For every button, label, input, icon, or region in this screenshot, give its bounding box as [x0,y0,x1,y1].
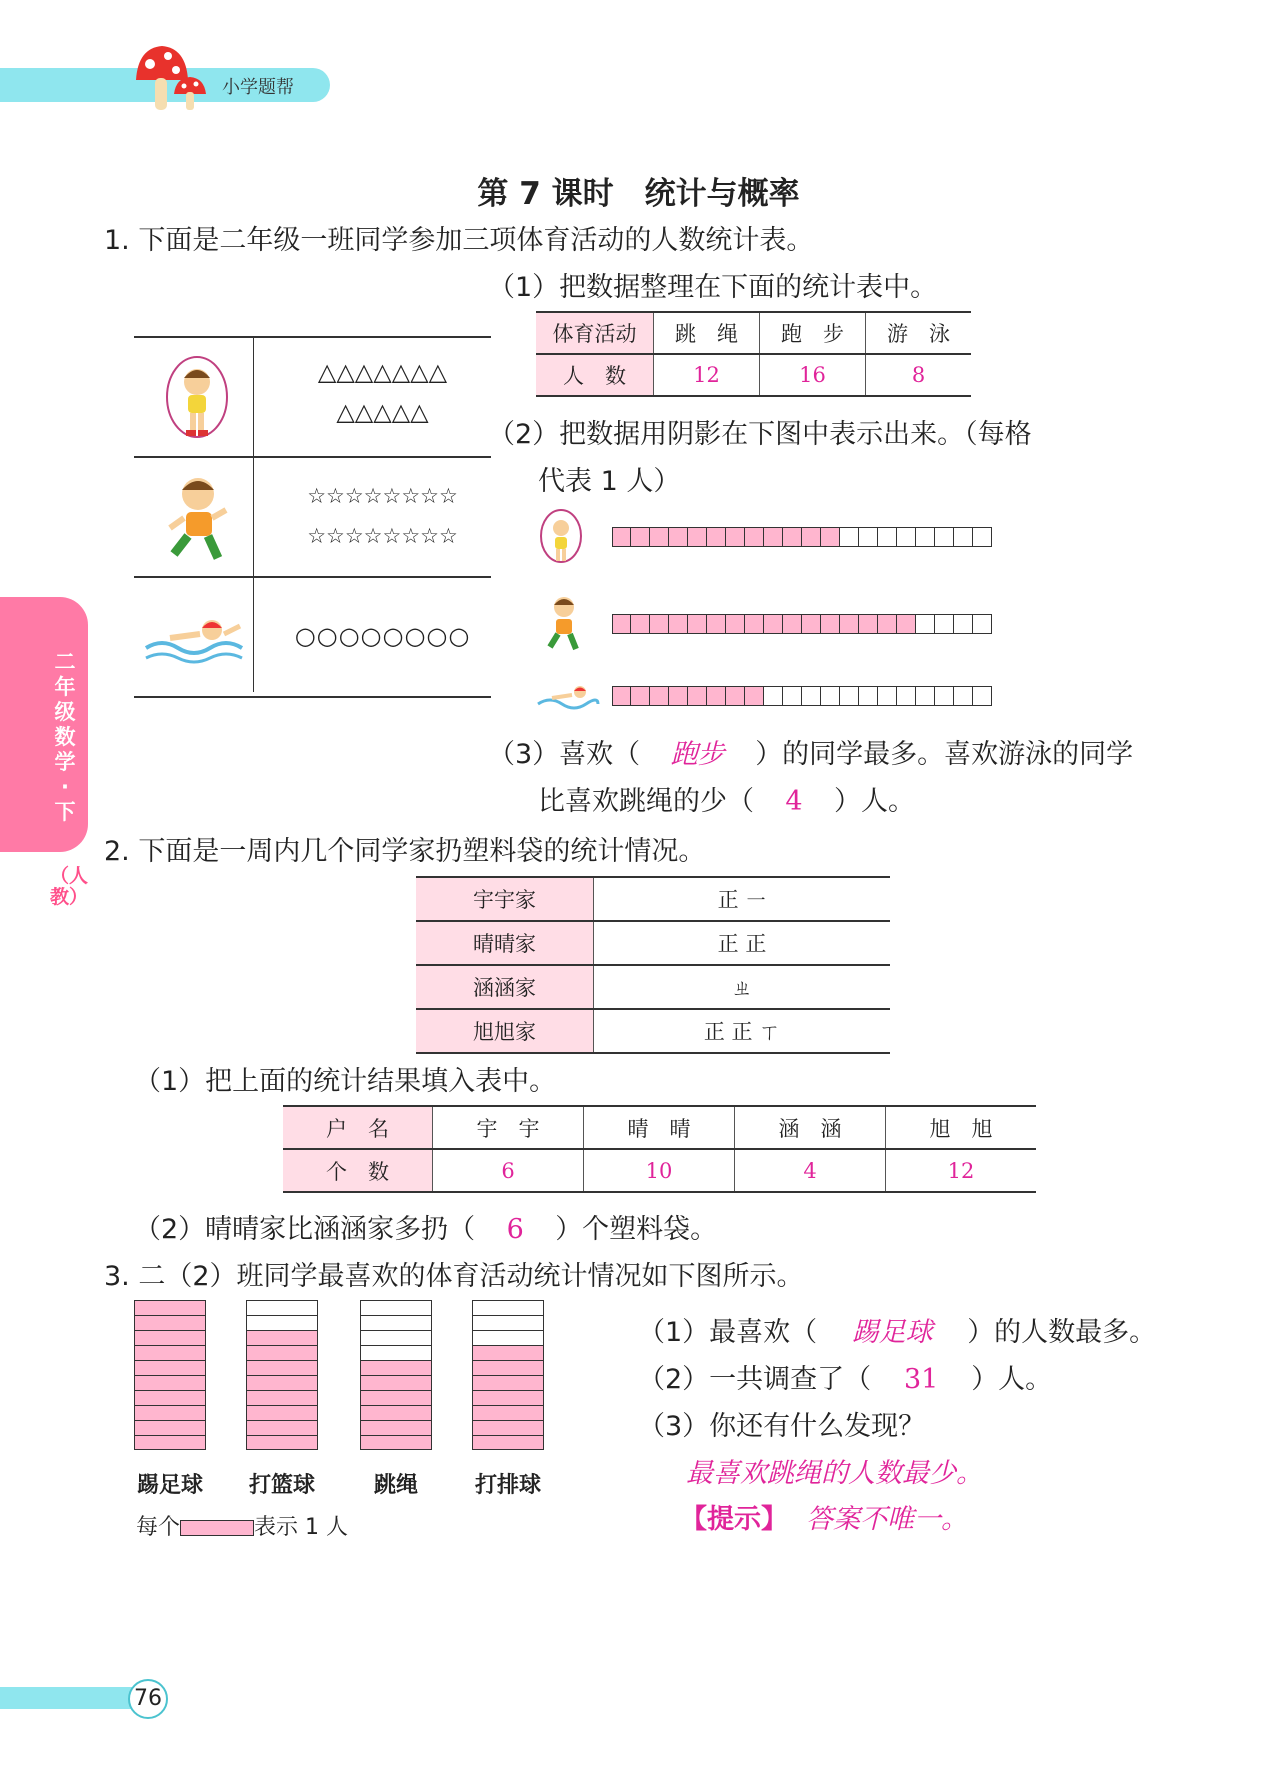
empty-cell [878,527,897,547]
bar-unit-filled [134,1315,206,1330]
shaded-cell [764,527,783,547]
shaded-cell [878,614,897,634]
q1-part3a [488,732,1133,771]
bar-category-label: 打篮球 [248,1473,315,1498]
bar-unit-empty [472,1315,544,1330]
running-grid [612,614,992,634]
q1-part3b [538,779,915,818]
bar-category-label: 打排球 [474,1473,541,1498]
shaded-cell [669,614,688,634]
empty-cell [916,527,935,547]
q3-part1-post: ）的人数最多。 [967,1317,1157,1348]
shaded-cell [859,614,878,634]
tally-mark: 正 正 [594,921,891,965]
bar-unit-filled [246,1330,318,1345]
page-title: 第 7 课时 统计与概率 [477,176,800,212]
bar-unit-filled [134,1405,206,1420]
empty-cell [973,614,992,634]
shaded-cell [650,527,669,547]
shaded-cell [650,614,669,634]
running-small-icon [544,593,584,653]
empty-cell [935,614,954,634]
swimmer-icon [142,608,247,668]
bar-4 [472,1300,544,1450]
empty-cell [916,614,935,634]
header-jumprope: 跳 绳 [654,312,760,354]
empty-cell [916,686,935,706]
picture-table [134,336,491,698]
chart-legend [136,1510,348,1541]
row-count-label: 个 数 [283,1149,433,1192]
bar-unit-filled [246,1405,318,1420]
empty-cell [878,686,897,706]
circle-marks: ○○○○○○○○ [294,622,471,650]
tally-name: 旭旭家 [416,1009,594,1053]
jump-rope-girl-icon [162,352,232,442]
empty-cell [764,686,783,706]
empty-cell [954,527,973,547]
header-hanhan: 涵 涵 [735,1106,886,1149]
q2-stat-table [283,1105,1036,1193]
empty-cell [954,614,973,634]
bar-unit-empty [360,1330,432,1345]
empty-cell [802,686,821,706]
bar-unit-filled [472,1390,544,1405]
header-running: 跑 步 [760,312,866,354]
empty-cell [859,686,878,706]
bar-unit-filled [246,1390,318,1405]
shaded-cell [631,614,650,634]
bar-unit-filled [472,1420,544,1435]
bar-unit-filled [472,1375,544,1390]
shaded-cell [783,527,802,547]
tally-mark: 正 ㇐ [594,877,891,921]
q2-part1: （1）把上面的统计结果填入表中。 [134,1066,557,1097]
count-xuxu: 12 [886,1149,1037,1192]
shaded-cell [745,614,764,634]
hint-text: 答案不唯一。 [806,1504,968,1535]
swimming-small-icon [536,680,600,716]
q2-part2-answer: 6 [506,1214,524,1245]
q1-part3b-pre: 比喜欢跳绳的少（ [538,786,754,817]
q1-part2a: （2）把数据用阴影在下图中表示出来。（每格 [488,419,1032,450]
star-marks-1: ☆☆☆☆☆☆☆☆ [307,484,458,508]
q2-stem: 2. 下面是一周内几个同学家扔塑料袋的统计情况。 [104,836,706,867]
shaded-cell [669,527,688,547]
shaded-cell [726,686,745,706]
count-running: 16 [760,354,866,396]
header-xuxu: 旭 旭 [886,1106,1037,1149]
bar-unit-filled [134,1360,206,1375]
shaded-cell [707,614,726,634]
edition-label: （人教） [50,865,89,908]
bar-unit-filled [134,1420,206,1435]
bar-unit-filled [246,1420,318,1435]
bar-category-label: 踢足球 [136,1473,203,1498]
shaded-cell [745,686,764,706]
bar-2 [246,1300,318,1450]
q3-part3-answer: 最喜欢跳绳的人数最少。 [686,1458,983,1489]
swimming-grid [612,686,992,706]
shaded-cell [726,527,745,547]
shaded-cell [612,614,631,634]
q2-part2 [134,1207,717,1246]
count-yuyu: 6 [433,1149,584,1192]
mushroom-icon [128,42,208,114]
bar-category-label: 跳绳 [373,1473,418,1498]
shaded-cell [631,686,650,706]
q3-stem: 3. 二（2）班同学最喜欢的体育活动统计情况如下图所示。 [104,1261,804,1292]
header-swimming: 游 泳 [866,312,972,354]
running-row [134,458,491,578]
jump-rope-small-icon [538,508,584,566]
bar-unit-filled [134,1345,206,1360]
header-activity: 体育活动 [536,312,654,354]
count-swimming: 8 [866,354,972,396]
shaded-cell [612,686,631,706]
tally-mark: 正 正 ㄒ [594,1009,891,1053]
q1-part1: （1）把数据整理在下面的统计表中。 [488,272,938,303]
shaded-cell [802,527,821,547]
shaded-cell [840,614,859,634]
header-yuyu: 宇 宇 [433,1106,584,1149]
bar-unit-filled [134,1435,206,1450]
shaded-cell [821,614,840,634]
q3-part1-answer: 踢足球 [851,1317,933,1348]
shaded-cell [802,614,821,634]
bar-unit-filled [246,1435,318,1450]
triangle-marks-2: △△△△△ [336,398,429,426]
shaded-cell [707,527,726,547]
q3-part1 [638,1310,1156,1349]
empty-cell [935,527,954,547]
brand-label: 小学题帮 [222,77,294,98]
grade-label: 二年级数学·下 [54,650,76,824]
triangle-marks-1: △△△△△△△ [317,358,448,386]
bar-unit-filled [360,1435,432,1450]
q3-part1-pre: （1）最喜欢（ [638,1317,818,1348]
count-jumprope: 12 [654,354,760,396]
bar-unit-empty [472,1330,544,1345]
bar-unit-filled [360,1390,432,1405]
q3-part2-pre: （2）一共调查了（ [638,1364,872,1395]
tally-name: 宇宇家 [416,877,594,921]
hint-label: 【提示】 [680,1504,788,1535]
page-number: 76 [128,1679,168,1719]
shaded-cell [688,614,707,634]
empty-cell [973,527,992,547]
shaded-cell [650,686,669,706]
count-hanhan: 4 [735,1149,886,1192]
shaded-cell [821,527,840,547]
q2-part2-pre: （2）晴晴家比涵涵家多扔（ [134,1214,476,1245]
bar-unit-empty [246,1300,318,1315]
shaded-cell [726,614,745,634]
q1-part3a-post: ）的同学最多。喜欢游泳的同学 [755,739,1134,770]
empty-cell [783,686,802,706]
bar-unit-filled [472,1435,544,1450]
hint [680,1497,968,1536]
empty-cell [935,686,954,706]
q1-stat-table [536,311,971,397]
bar-unit-filled [246,1360,318,1375]
jumprope-grid [612,527,992,547]
bar-unit-filled [472,1360,544,1375]
bar-unit-empty [360,1300,432,1315]
q2-part2-post: ）个塑料袋。 [555,1214,718,1245]
header-household: 户 名 [283,1106,433,1149]
q3-part3: （3）你还有什么发现？ [638,1411,926,1442]
bar-unit-filled [134,1375,206,1390]
q1-part3b-post: ）人。 [834,786,915,817]
swimming-row [134,578,491,698]
star-marks-2: ☆☆☆☆☆☆☆☆ [307,524,458,548]
bar-unit-empty [472,1300,544,1315]
legend-pre: 每个 [136,1515,181,1540]
shaded-cell [897,614,916,634]
bar-unit-empty [360,1315,432,1330]
empty-cell [973,686,992,706]
shaded-cell [631,527,650,547]
legend-post: 表示 1 人 [254,1515,348,1540]
tally-mark: ㄓ [594,965,891,1009]
shaded-cell [783,614,802,634]
tally-name: 涵涵家 [416,965,594,1009]
q1-part2b: 代表 1 人） [538,466,681,497]
bar-unit-empty [246,1315,318,1330]
bar-unit-filled [134,1300,206,1315]
row-count-label: 人 数 [536,354,654,396]
empty-cell [859,527,878,547]
q3-part2-answer: 31 [904,1364,939,1395]
picture-table-divider [253,338,254,692]
shaded-cell [688,527,707,547]
bar-unit-filled [360,1360,432,1375]
bar-unit-filled [134,1390,206,1405]
bar-unit-filled [360,1375,432,1390]
shaded-cell [612,527,631,547]
bar-1 [134,1300,206,1450]
running-boy-icon [164,470,234,566]
shaded-cell [764,614,783,634]
jumprope-row [134,336,491,458]
tally-name: 晴晴家 [416,921,594,965]
bar-unit-empty [360,1345,432,1360]
empty-cell [840,686,859,706]
shaded-cell [688,686,707,706]
empty-cell [897,527,916,547]
q1-part3a-answer: 跑步 [670,739,725,770]
bar-3 [360,1300,432,1450]
q1-part3a-pre: （3）喜欢（ [488,739,641,770]
q1-part3b-answer: 4 [785,786,803,817]
shaded-cell [669,686,688,706]
bar-unit-filled [472,1345,544,1360]
bar-unit-filled [360,1405,432,1420]
tally-table [416,876,890,1054]
empty-cell [897,686,916,706]
shaded-cell [707,686,726,706]
bar-unit-filled [134,1330,206,1345]
empty-cell [821,686,840,706]
bar-unit-filled [360,1420,432,1435]
empty-cell [954,686,973,706]
bar-unit-filled [472,1405,544,1420]
bar-unit-filled [246,1345,318,1360]
q1-stem: 1. 下面是二年级一班同学参加三项体育活动的人数统计表。 [104,225,814,256]
q3-part2-post: ）人。 [971,1364,1053,1395]
shaded-cell [745,527,764,547]
header-qingqing: 晴 晴 [584,1106,735,1149]
empty-cell [840,527,859,547]
count-qingqing: 10 [584,1149,735,1192]
bar-unit-filled [246,1375,318,1390]
legend-swatch [180,1520,254,1536]
q3-part2 [638,1357,1052,1396]
